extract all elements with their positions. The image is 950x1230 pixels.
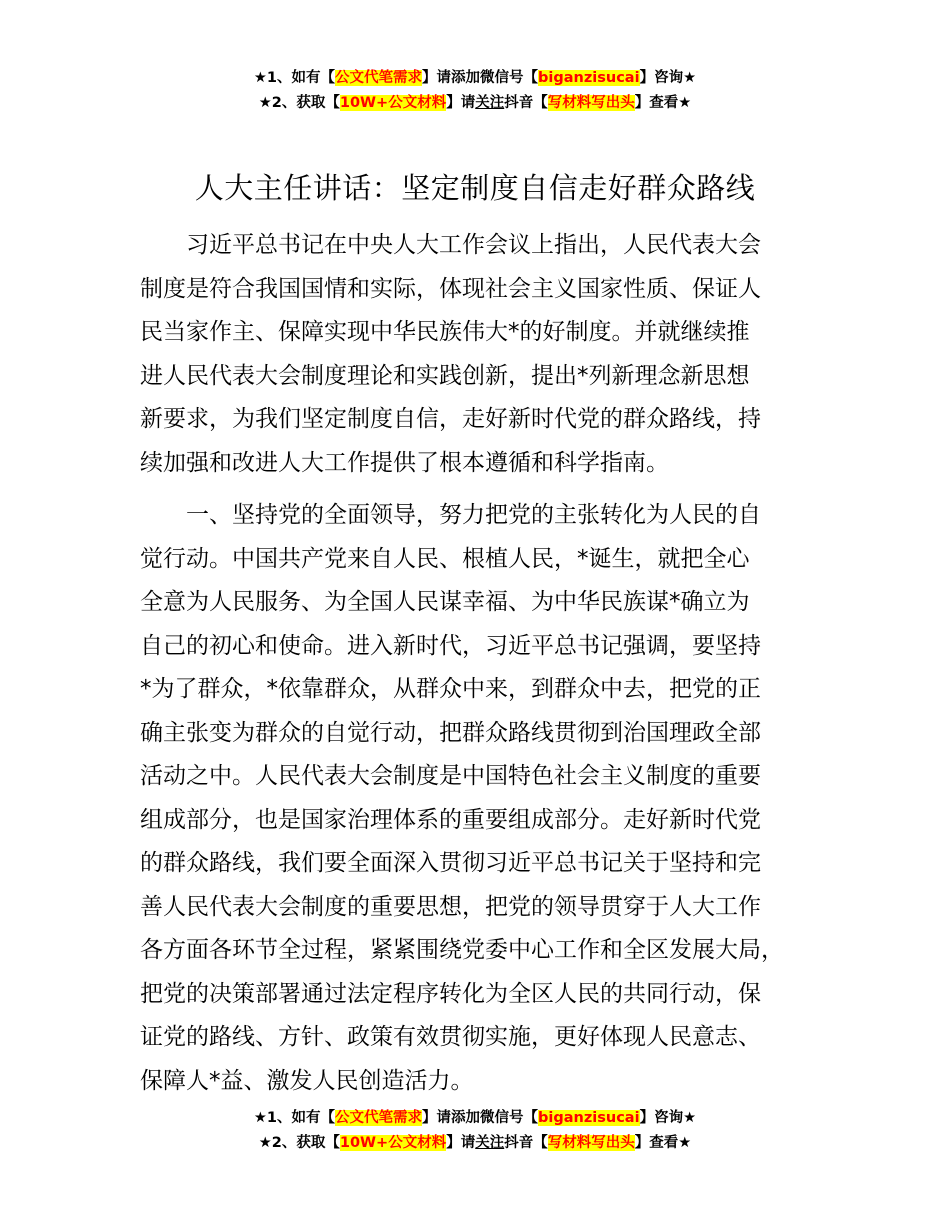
promo-line-1-prefix: ★1、如有【 xyxy=(253,70,336,86)
promo-highlight-douyin-account: 写材料写出头 xyxy=(547,95,635,111)
paragraph-line: 自己的初心和使命。进入新时代，习近平总书记强调，要坚持 xyxy=(140,632,761,659)
paragraph-line: 制度是符合我国国情和实际，体现社会主义国家性质、保证人 xyxy=(140,275,761,302)
promo-highlight-wechat-id: biganzisucai xyxy=(538,70,640,86)
promo-line-1-suffix: 】咨询★ xyxy=(639,1110,697,1126)
promo-line-1-mid: 】请添加微信号【 xyxy=(422,70,539,86)
paragraph-line: 善人民代表大会制度的重要思想，把党的领导贯穿于人大工作 xyxy=(140,893,761,920)
promo-line-1 xyxy=(0,66,950,91)
paragraph-2 xyxy=(140,494,815,1103)
paragraph-line: 各方面各环节全过程，紧紧围绕党委中心工作和全区发展大局， xyxy=(140,937,784,963)
promo-underlined-follow: 关注 xyxy=(475,95,505,111)
promo-highlight-ghostwriting: 公文代笔需求 xyxy=(335,1110,423,1126)
promo-line-2-mid-a: 】请 xyxy=(446,95,476,111)
promo-line-2 xyxy=(0,91,950,116)
promo-highlight-douyin-account: 写材料写出头 xyxy=(547,1135,635,1151)
promo-highlight-ghostwriting: 公文代笔需求 xyxy=(335,70,423,86)
paragraph-line: 保障人*益、激发人民创造活力。 xyxy=(140,1067,474,1094)
promo-line-2-prefix: ★2、获取【 xyxy=(258,95,340,111)
promo-line-2-mid-b: 抖音【 xyxy=(504,1135,548,1151)
promo-line-2 xyxy=(0,1131,950,1156)
paragraph-line: *为了群众，*依靠群众，从群众中来，到群众中去，把党的正 xyxy=(140,676,761,702)
paragraph-line: 进人民代表大会制度理论和实践创新，提出*列新理念新思想 xyxy=(140,362,750,389)
promo-header xyxy=(0,66,950,116)
paragraph-line: 民当家作主、保障实现中华民族伟大*的好制度。并就继续推 xyxy=(140,319,750,345)
promo-line-2-mid-a: 】请 xyxy=(446,1135,476,1151)
document-title: 人大主任讲话：坚定制度自信走好群众路线 xyxy=(194,171,756,205)
promo-line-2-suffix: 】查看★ xyxy=(634,1135,692,1151)
paragraph-line: 习近平总书记在中央人大工作会议上指出，人民代表大会 xyxy=(186,232,761,258)
promo-highlight-materials: 10W+公文材料 xyxy=(339,95,447,111)
promo-line-1-suffix: 】咨询★ xyxy=(639,70,697,86)
paragraph-line: 确主张变为群众的自觉行动，把群众路线贯彻到治国理政全部 xyxy=(140,719,761,746)
promo-footer xyxy=(0,1106,950,1156)
promo-line-1 xyxy=(0,1106,950,1131)
promo-highlight-wechat-id: biganzisucai xyxy=(538,1110,640,1126)
paragraph-line: 新要求，为我们坚定制度自信，走好新时代党的群众路线，持 xyxy=(140,406,761,432)
paragraph-line: 一、坚持党的全面领导，努力把党的主张转化为人民的自 xyxy=(186,502,761,528)
promo-highlight-materials: 10W+公文材料 xyxy=(339,1135,447,1151)
promo-line-1-prefix: ★1、如有【 xyxy=(253,1110,336,1126)
paragraph-line: 全意为人民服务、为全国人民谋幸福、为中华民族谋*确立为 xyxy=(140,589,750,615)
promo-line-1-mid: 】请添加微信号【 xyxy=(422,1110,539,1126)
promo-line-2-prefix: ★2、获取【 xyxy=(258,1135,340,1151)
paragraph-line: 的群众路线，我们要全面深入贯彻习近平总书记关于坚持和完 xyxy=(140,850,761,876)
promo-underlined-follow: 关注 xyxy=(475,1135,505,1151)
paragraph-line: 组成部分，也是国家治理体系的重要组成部分。走好新时代党 xyxy=(140,806,761,833)
paragraph-line: 把党的决策部署通过法定程序转化为全区人民的共同行动，保 xyxy=(140,980,761,1007)
paragraph-line: 续加强和改进人大工作提供了根本遵循和科学指南。 xyxy=(140,449,669,476)
paragraph-line: 活动之中。人民代表大会制度是中国特色社会主义制度的重要 xyxy=(140,763,761,789)
paragraph-1 xyxy=(140,224,815,485)
promo-line-2-mid-b: 抖音【 xyxy=(504,95,548,111)
paragraph-line: 证党的路线、方针、政策有效贯彻实施，更好体现人民意志、 xyxy=(140,1024,761,1050)
paragraph-line: 觉行动。中国共产党来自人民、根植人民，*诞生，就把全心 xyxy=(140,545,750,572)
promo-line-2-suffix: 】查看★ xyxy=(634,95,692,111)
